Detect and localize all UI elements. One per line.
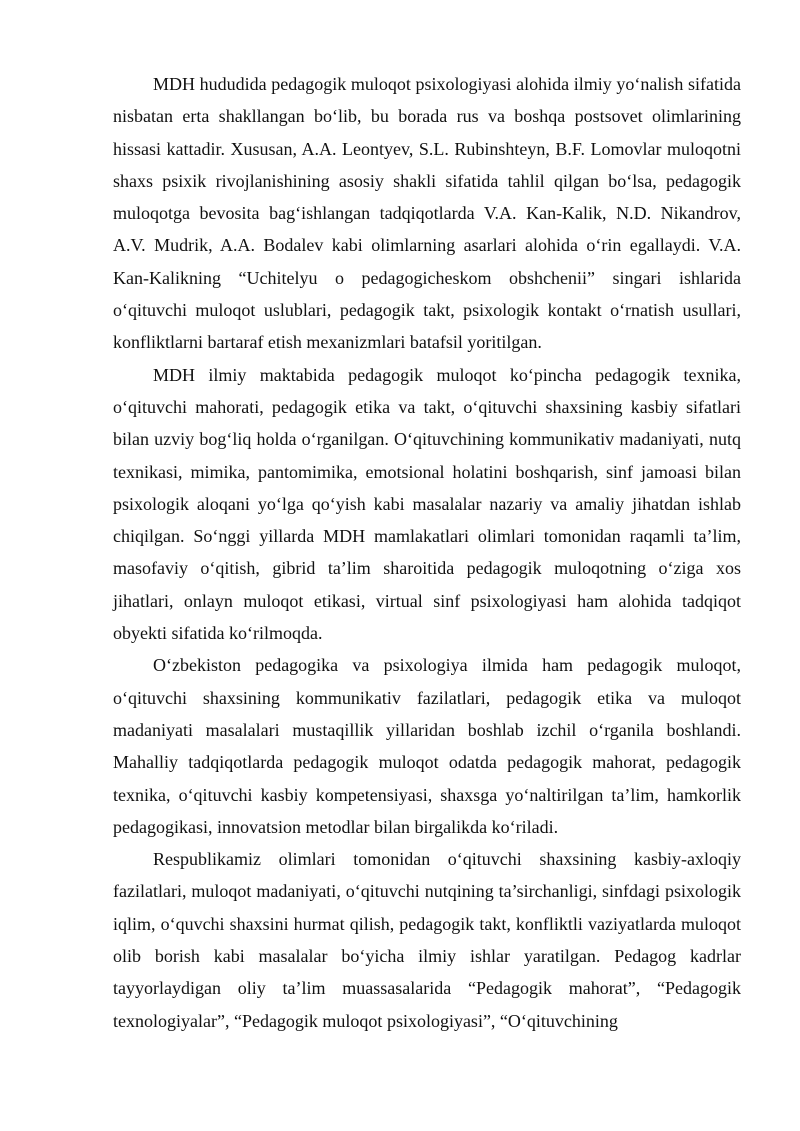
paragraph-4: Respublikamiz olimlari tomonidan o‘qituvchi shaxsining kasbiy-axloqiy fazilatlari, muloqot madaniyati, o‘qituvchi nutqining ta’sirchanligi, sinfdagi psixologik iqlim, o‘quvchi shaxsini hurmat qilish, pedagogik takt, konfliktli vaziyatlarda muloqot olib borish kabi masalalar bo‘yicha ilmiy ishlar yaratilgan. Pedagog kadrlar tayyorlaydigan oliy ta’lim muassasalarida “Pedagogik mahorat”, “Pedagogik texnologiyalar”, “Pedagogik muloqot psixologiyasi”, “O‘qituvchining (113, 849, 741, 1031)
paragraph-1: MDH hududida pedagogik muloqot psixologiyasi alohida ilmiy yo‘nalish sifatida nisbatan erta shakllangan bo‘lib, bu borada rus va boshqa postsovet olimlarining hissasi kattadir. Xususan, A.A. Leontyev, S.L. Rubinshteyn, B.F. Lomovlar muloqotni shaxs psixik rivojlanishining asosiy shakli sifatida tahlil qilgan bo‘lsa, pedagogik muloqotga bevosita bag‘ishlangan tadqiqotlarda V.A. Kan-Kalik, N.D. Nikandrov, A.V. Mudrik, A.A. Bodalev kabi olimlarning asarlari alohida o‘rin egallaydi. V.A. Kan-Kalikning “Uchitelyu o pedagogicheskom obshchenii” singari ishlarida o‘qituvchi muloqot uslublari, pedagogik takt, psixologik kontakt o‘rnatish usullari, konfliktlarni bartaraf etish mexanizmlari batafsil yoritilgan. (113, 74, 741, 353)
paragraph-2: MDH ilmiy maktabida pedagogik muloqot ko‘pincha pedagogik texnika, o‘qituvchi mahorati, pedagogik etika va takt, o‘qituvchi shaxsining kasbiy sifatlari bilan uzviy bog‘liq holda o‘rganilgan. O‘qituvchining kommunikativ madaniyati, nutq texnikasi, mimika, pantomimika, emotsional holatini boshqarish, sinf jamoasi bilan psixologik aloqani yo‘lga qo‘yish kabi masalalar nazariy va amaliy jihatdan ishlab chiqilgan. So‘nggi yillarda MDH mamlakatlari olimlari tomonidan raqamli ta’lim, masofaviy o‘qitish, gibrid ta’lim sharoitida pedagogik muloqotning o‘ziga xos jihatlari, onlayn muloqot etikasi, virtual sinf psixologiyasi ham alohida tadqiqot obyekti sifatida ko‘rilmoqda. (113, 364, 741, 644)
document-body (113, 68, 741, 1037)
paragraph-3: O‘zbekiston pedagogika va psixologiya ilmida ham pedagogik muloqot, o‘qituvchi shaxsining kommunikativ fazilatlari, pedagogik etika va muloqot madaniyati masalalari mustaqillik yillaridan boshlab izchil o‘rganila boshlandi. Mahalliy tadqiqotlarda pedagogik muloqot odatda pedagogik mahorat, pedagogik texnika, o‘qituvchi kasbiy kompetensiyasi, shaxsga yo‘naltirilgan ta’lim, hamkorlik pedagogikasi, innovatsion metodlar bilan birgalikda ko‘riladi. (113, 655, 741, 837)
